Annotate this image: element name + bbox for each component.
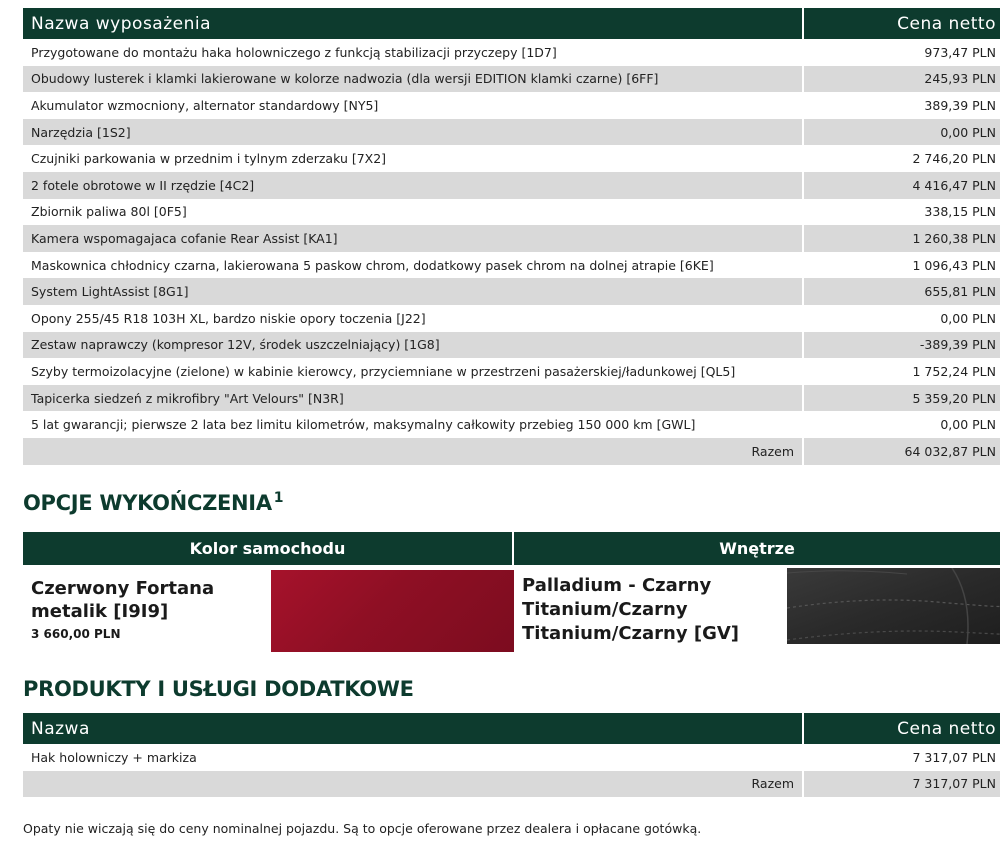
row-name: 2 fotele obrotowe w II rzędzie [4C2] bbox=[23, 172, 804, 199]
interior-name: Palladium - Czarny Titanium/Czarny Titanium/Czarny [GV] bbox=[522, 575, 740, 644]
finish-options-body bbox=[23, 565, 1000, 655]
row-name: System LightAssist [8G1] bbox=[23, 278, 804, 305]
row-price: 245,93 PLN bbox=[924, 71, 996, 87]
finish-options-header bbox=[23, 532, 1000, 565]
row-price: 0,00 PLN bbox=[940, 417, 996, 433]
row-price: 389,39 PLN bbox=[924, 97, 996, 113]
color-header: Kolor samochodu bbox=[23, 532, 514, 565]
row-name: Szyby termoizolacyjne (zielone) w kabinie kierowcy, przyciemniane w przestrzeni pasażerskiej/ładunkowej [QL5] bbox=[23, 358, 804, 385]
color-name: Czerwony Fortana metalik [I9I9] bbox=[31, 578, 215, 622]
row-price: 5 359,20 PLN bbox=[912, 390, 996, 406]
table-row bbox=[23, 358, 1000, 385]
total-price: 7 317,07 PLN bbox=[912, 776, 996, 792]
row-name: Przygotowane do montażu haka holowniczego z funkcją stabilizacji przyczepy [1D7] bbox=[23, 39, 804, 66]
equipment-table-header bbox=[23, 8, 1000, 39]
row-price: 973,47 PLN bbox=[924, 44, 996, 60]
row-name: Kamera wspomagajaca cofanie Rear Assist [KA1] bbox=[23, 225, 804, 252]
table-row bbox=[23, 385, 1000, 412]
interior-upholstery-image bbox=[787, 568, 1000, 644]
row-name: Opony 255/45 R18 103H XL, bardzo niskie opory toczenia [J22] bbox=[23, 305, 804, 332]
table-row bbox=[23, 225, 1000, 252]
table-row bbox=[23, 199, 1000, 226]
row-name: Tapicerka siedzeń z mikrofibry "Art Velours" [N3R] bbox=[23, 385, 804, 412]
header-price: Cena netto bbox=[897, 13, 996, 34]
row-name: Narzędzia [1S2] bbox=[23, 119, 804, 146]
extra-products-header bbox=[23, 713, 1000, 744]
row-name: 5 lat gwarancji; pierwsze 2 lata bez limitu kilometrów, maksymalny całkowity przebieg 150 000 km [GWL] bbox=[23, 411, 804, 438]
total-label: Razem bbox=[23, 771, 804, 798]
row-price: 1 260,38 PLN bbox=[912, 230, 996, 246]
table-row bbox=[23, 172, 1000, 199]
table-row bbox=[23, 411, 1000, 438]
table-row bbox=[23, 252, 1000, 279]
table-row bbox=[23, 145, 1000, 172]
footnote: Opaty nie wiczają się do ceny nominalnej pojazdu. Są to opcje oferowane przez dealera i opłacane gotówką. bbox=[23, 821, 702, 836]
finish-options-title-text: OPCJE WYKOŃCZENIA bbox=[23, 491, 272, 515]
row-name: Zbiornik paliwa 80l [0F5] bbox=[23, 199, 804, 226]
row-price: 1 096,43 PLN bbox=[912, 257, 996, 273]
extra-products-table bbox=[23, 713, 1000, 797]
row-name: Czujniki parkowania w przednim i tylnym zderzaku [7X2] bbox=[23, 145, 804, 172]
table-row bbox=[23, 744, 1000, 771]
header-name: Nazwa bbox=[23, 713, 804, 744]
table-row bbox=[23, 66, 1000, 93]
row-name: Akumulator wzmocniony, alternator standardowy [NY5] bbox=[23, 92, 804, 119]
footnote-marker: 1 bbox=[273, 490, 284, 506]
table-row bbox=[23, 332, 1000, 359]
extra-products-title: PRODUKTY I USŁUGI DODATKOWE bbox=[23, 677, 414, 701]
total-price: 64 032,87 PLN bbox=[904, 443, 996, 459]
row-name: Obudowy lusterek i klamki lakierowane w kolorze nadwozia (dla wersji EDITION klamki czarne) [6FF] bbox=[23, 66, 804, 93]
row-price: 0,00 PLN bbox=[940, 124, 996, 140]
color-price: 3 660,00 PLN bbox=[31, 627, 121, 641]
finish-options-panel bbox=[23, 532, 1000, 655]
row-name: Maskownica chłodnicy czarna, lakierowana 5 paskow chrom, dodatkowy pasek chrom na dolnej atrapie [6KE] bbox=[23, 252, 804, 279]
color-swatch bbox=[271, 570, 514, 652]
row-price: 0,00 PLN bbox=[940, 310, 996, 326]
row-price: 2 746,20 PLN bbox=[912, 151, 996, 167]
row-name: Zestaw naprawczy (kompresor 12V, środek uszczelniający) [1G8] bbox=[23, 332, 804, 359]
row-price: 338,15 PLN bbox=[924, 204, 996, 220]
row-price: -389,39 PLN bbox=[919, 337, 996, 353]
equipment-table bbox=[23, 8, 1000, 465]
equipment-total-row bbox=[23, 438, 1000, 465]
table-row bbox=[23, 92, 1000, 119]
extra-products-total-row bbox=[23, 771, 1000, 798]
header-name: Nazwa wyposażenia bbox=[23, 8, 804, 39]
row-price: 4 416,47 PLN bbox=[912, 177, 996, 193]
total-label: Razem bbox=[23, 438, 804, 465]
equipment-rows bbox=[23, 39, 1000, 438]
extra-products-rows bbox=[23, 744, 1000, 771]
table-row bbox=[23, 119, 1000, 146]
row-price: 1 752,24 PLN bbox=[912, 363, 996, 379]
header-price: Cena netto bbox=[897, 718, 996, 739]
table-row bbox=[23, 305, 1000, 332]
row-price: 7 317,07 PLN bbox=[912, 749, 996, 765]
table-row bbox=[23, 278, 1000, 305]
interior-header: Wnętrze bbox=[719, 539, 795, 558]
row-price: 655,81 PLN bbox=[924, 284, 996, 300]
finish-options-title bbox=[23, 490, 283, 515]
upholstery-image-graphic bbox=[787, 568, 1000, 644]
row-name: Hak holowniczy + markiza bbox=[23, 744, 804, 771]
table-row bbox=[23, 39, 1000, 66]
